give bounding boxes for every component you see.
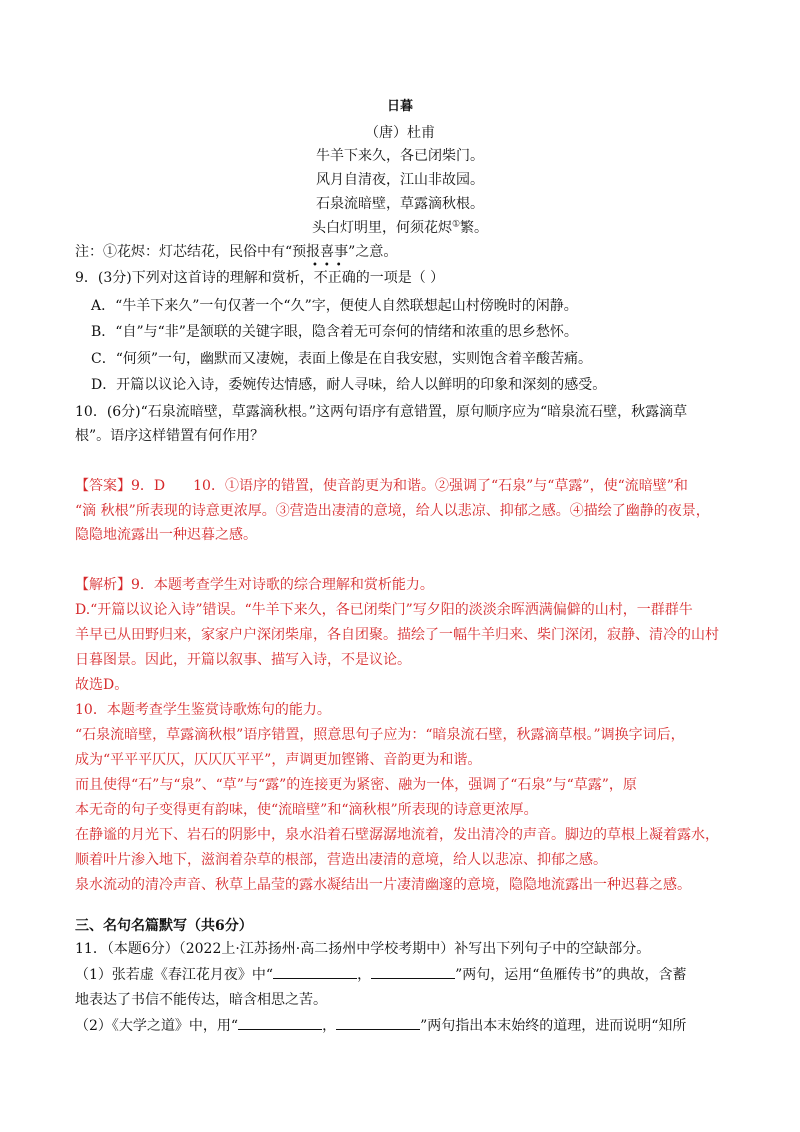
footnote-marker: ① [451, 219, 461, 230]
analysis-line-1: 【解析】9．本题考查学生对诗歌的综合理解和赏析能力。 [75, 577, 434, 593]
answer-blank-4[interactable] [336, 1015, 420, 1030]
q9-option-d: D．开篇以议论入诗，委婉传达情感，耐人寻味，给人以鲜明的印象和深刻的感受。 [91, 377, 607, 393]
poem-author: （唐）杜甫 [365, 125, 435, 141]
q11-item-2 [75, 1015, 686, 1036]
answer-blank-3[interactable] [238, 1015, 322, 1030]
answer-blank-2[interactable] [371, 964, 455, 979]
q9-option-c: C．“何须”一句，幽默而又凄婉，表面上像是在自我安慰，实则饱含着辛酸苦痛。 [91, 351, 593, 367]
analysis-line-6: 10．本题考查学生鉴赏诗歌炼句的能力。 [75, 702, 331, 718]
poem-line-4 [0, 218, 800, 238]
answer-line-2: “滴 秋根”所表现的诗意更浓厚。③营造出凄清的意境，给人以悲凉、抑郁之感。④描绘了幽静的夜景， [75, 503, 710, 519]
answer-line-3: 隐隐地流露出一种迟暮之感。 [75, 527, 257, 543]
q10-line-1: 10．(6分)“石泉流暗壁，草露滴秋根。”这两句语序有意错置，原句顺序应为“暗泉流石壁，秋露滴草 [75, 404, 688, 420]
analysis-line-11: 在静谧的月光下、岩石的阴影中，泉水沿着石壁潺潺地流着，发出清冷的声音。脚边的草根上凝着露水， [75, 827, 719, 843]
blank-separator-2: ， [322, 1018, 337, 1034]
poem-line-2: 风月自清夜，江山非故园。 [316, 172, 484, 188]
analysis-line-4: 日暮图景。因此，开篇以叙事、描写入诗，不是议论。 [75, 652, 411, 668]
poem-line-4-post: 繁。 [460, 220, 489, 236]
analysis-line-8: 成为“平平平仄仄，仄仄仄平平”，声调更加铿锵、音韵更为和谐。 [75, 752, 482, 768]
answer-line-1: 【答案】9．D 10．①语序的错置，使音韵更为和谐。②强调了“石泉”与“草露”，使“流暗壁”和 [75, 478, 688, 494]
analysis-line-9: 而且使得“石”与“泉”、“草”与“露”的连接更为紧密、融为一体，强调了“石泉”与“草露”，原 [75, 777, 637, 793]
q11-item-1-prefix: （1）张若虚《春江花月夜》中“ [75, 967, 274, 983]
q10-line-2: 根”。语序这样错置有何作用？ [75, 428, 265, 444]
q11-item-1-suffix: ”两句，运用“鱼雁传书”的典故，含蓄 [455, 967, 687, 983]
q11-item-2-suffix: ”两句指出本末始终的道理，进而说明“知所 [420, 1018, 687, 1034]
q11-item-2-prefix: （2）《大学之道》中，用“ [75, 1018, 239, 1034]
emphasis-dots: ••• [312, 260, 348, 271]
q9-option-b: B．“自”与“非”是颔联的关键字眼，隐含着无可奈何的情绪和浓重的思乡愁怀。 [91, 324, 578, 340]
analysis-line-2: D.“开篇以议论入诗”错误。“牛羊下来久，各已闭柴门”写夕阳的淡淡余晖洒满偏僻的山村，一群群牛 [75, 602, 693, 618]
q11-item-1-line-2: 地表达了书信不能传达，暗含相思之苦。 [75, 992, 327, 1008]
analysis-line-10: 本无奇的句子变得更有韵味，使“流暗壁”和“滴秋根”所表现的诗意更浓厚。 [75, 802, 538, 818]
poem-line-3: 石泉流暗壁，草露滴秋根。 [316, 196, 484, 212]
poem-title: 日暮 [386, 99, 413, 114]
blank-separator: ， [357, 967, 372, 983]
analysis-line-13: 泉水流动的清冷声音、秋草上晶莹的露水凝结出一片凄清幽邃的意境，隐隐地流露出一种迟暮之感。 [75, 877, 691, 893]
poem-note: 注：①花烬：灯芯结花，民俗中有“预报喜事”之意。 [75, 244, 398, 260]
section-heading: 三、名句名篇默写（共6分） [75, 918, 253, 934]
analysis-line-3: 羊早已从田野归来，家家户户深闭柴扉，各自团聚。描绘了一幅牛羊归来、柴门深闭，寂静、清冷的山村 [75, 627, 719, 643]
poem-line-1: 牛羊下来久，各已闭柴门。 [316, 148, 484, 164]
analysis-line-5: 故选D。 [75, 677, 129, 693]
q9-stem: 9．(3分)下列对这首诗的理解和赏析，不正确的一项是（ ） [75, 270, 445, 286]
q11-item-1 [75, 964, 687, 985]
answer-blank-1[interactable] [273, 964, 357, 979]
analysis-line-7: “石泉流暗壁，草露滴秋根”语序错置，照意思句子应为：“暗泉流石壁，秋露滴草根。”调换字词后， [75, 727, 685, 743]
poem-line-4-pre: 头白灯明里，何须花烬 [311, 220, 452, 236]
analysis-line-12: 顺着叶片渗入地下，滋润着杂草的根部，营造出凄清的意境，给人以悲凉、抑郁之感。 [75, 852, 607, 868]
q11-stem: 11．（本题6分）（2022上·江苏扬州·高二扬州中学校考期中）补写出下列句子中的空缺部分。 [75, 941, 651, 957]
q9-option-a: A．“牛羊下来久”一句仅著一个“久”字，便使人自然联想起山村傍晚时的闲静。 [91, 298, 578, 314]
